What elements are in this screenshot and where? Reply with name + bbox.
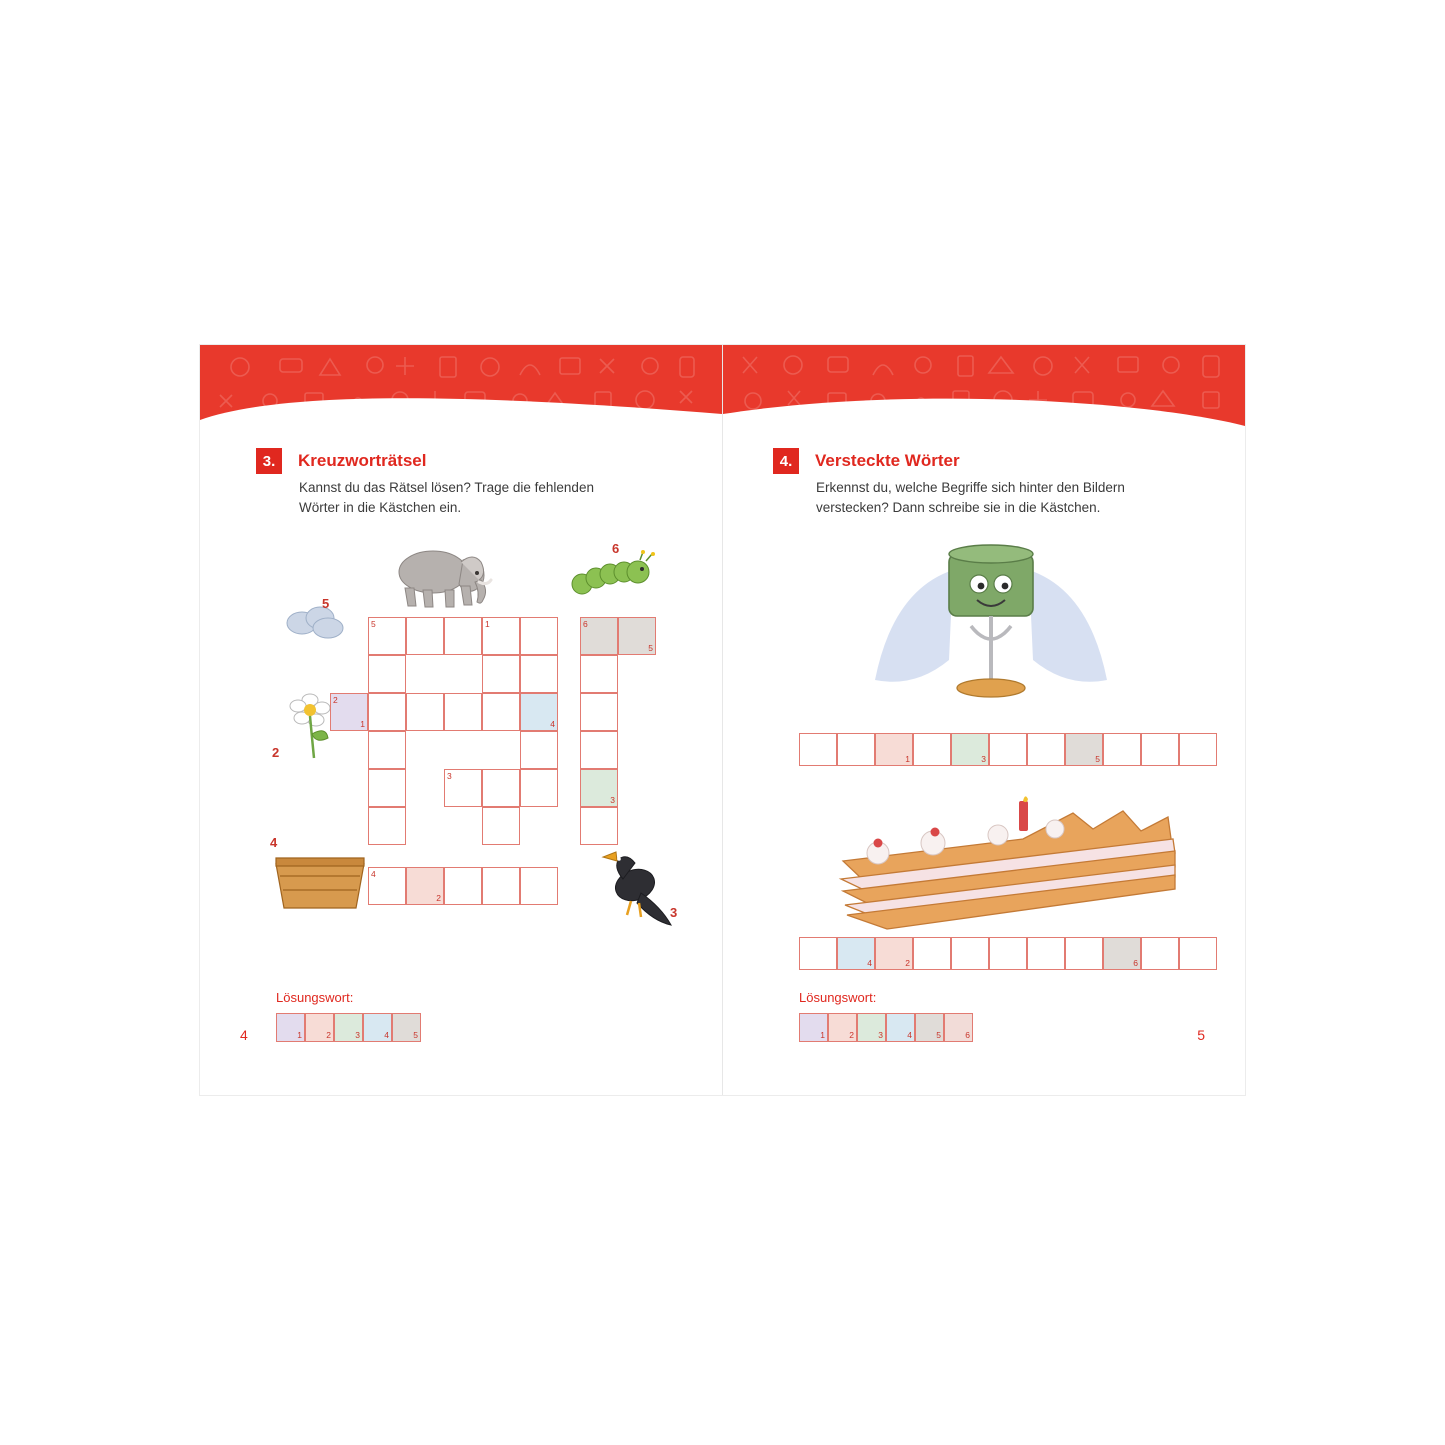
solution-cell-index: 5 bbox=[413, 1030, 418, 1040]
cell-index: 4 bbox=[867, 957, 872, 968]
crossword-cell-marked-4[interactable] bbox=[520, 693, 558, 731]
right-page bbox=[723, 345, 1245, 1095]
crossword-cell[interactable] bbox=[580, 655, 618, 693]
clue-number-6: 6 bbox=[612, 541, 620, 556]
word-cell[interactable] bbox=[951, 937, 989, 970]
word-cell[interactable] bbox=[1179, 937, 1217, 970]
task-title-left: Kreuzworträtsel bbox=[298, 451, 427, 470]
solution-cell[interactable] bbox=[799, 1013, 828, 1042]
crossword-cell[interactable] bbox=[580, 693, 618, 731]
crossword-cell[interactable] bbox=[482, 693, 520, 731]
crossword-cell[interactable] bbox=[580, 731, 618, 769]
clue-number-4: 4 bbox=[270, 835, 278, 850]
crossword-cell[interactable] bbox=[580, 617, 618, 655]
crossword-cell-marked-5[interactable] bbox=[618, 617, 656, 655]
crossword-cell-marked-1[interactable] bbox=[330, 693, 368, 731]
solution-cell-index: 4 bbox=[384, 1030, 389, 1040]
solution-cell-index: 5 bbox=[936, 1030, 941, 1040]
task-number-badge-left: 3. bbox=[256, 448, 282, 474]
elephant-illustration bbox=[375, 540, 495, 615]
solution-cell[interactable] bbox=[944, 1013, 973, 1042]
crossword-cell[interactable] bbox=[482, 617, 520, 655]
cell-index: 4 bbox=[371, 869, 376, 879]
solution-cell[interactable] bbox=[857, 1013, 886, 1042]
crossword-cell[interactable] bbox=[444, 617, 482, 655]
clue-number-2: 2 bbox=[272, 745, 280, 760]
crossword-cell[interactable] bbox=[406, 693, 444, 731]
word-cell[interactable] bbox=[799, 937, 837, 970]
crossword-cell[interactable] bbox=[482, 807, 520, 845]
solution-label-left: Lösungswort: bbox=[276, 990, 354, 1005]
cell-index: 3 bbox=[447, 771, 452, 781]
crossword-cell[interactable] bbox=[482, 655, 520, 693]
crossword-cell[interactable] bbox=[368, 693, 406, 731]
cell-index: 5 bbox=[1095, 753, 1100, 764]
task-description-right: Erkennst du, welche Begriffe sich hinter den Bildern verstecken? Dann schreibe sie in die Kästchen. bbox=[816, 480, 1125, 515]
solution-cell-index: 3 bbox=[878, 1030, 883, 1040]
solution-cell-index: 3 bbox=[355, 1030, 360, 1040]
solution-cell-index: 1 bbox=[820, 1030, 825, 1040]
solution-cell[interactable] bbox=[276, 1013, 305, 1042]
cell-index: 5 bbox=[371, 619, 376, 629]
band-wave-left bbox=[200, 394, 722, 427]
word-cell-marked-4[interactable] bbox=[837, 937, 875, 970]
header-band-right bbox=[723, 345, 1245, 427]
caterpillar-illustration bbox=[570, 550, 660, 610]
word-cell[interactable] bbox=[913, 733, 951, 766]
word-cell[interactable] bbox=[989, 733, 1027, 766]
crossword-cell[interactable] bbox=[580, 807, 618, 845]
clue-number-5: 5 bbox=[322, 596, 330, 611]
task-title-right: Versteckte Wörter bbox=[815, 451, 960, 470]
booklet-spread bbox=[200, 345, 1245, 1095]
cell-index: 6 bbox=[583, 619, 588, 629]
crossword-cell[interactable] bbox=[406, 617, 444, 655]
crossword-cell[interactable] bbox=[368, 769, 406, 807]
cell-index: 1 bbox=[360, 718, 365, 729]
cell-index: 5 bbox=[648, 642, 653, 653]
solution-cell-index: 2 bbox=[849, 1030, 854, 1040]
crossword-cell[interactable] bbox=[368, 867, 406, 905]
cell-index: 2 bbox=[436, 892, 441, 903]
cell-index: 1 bbox=[905, 753, 910, 764]
solution-cell[interactable] bbox=[392, 1013, 421, 1042]
solution-cell[interactable] bbox=[915, 1013, 944, 1042]
solution-row-right[interactable] bbox=[799, 1013, 973, 1042]
crossword-cell[interactable] bbox=[444, 769, 482, 807]
crossword-cell[interactable] bbox=[482, 769, 520, 807]
solution-cell[interactable] bbox=[305, 1013, 334, 1042]
crossword-cell[interactable] bbox=[520, 655, 558, 693]
word-cell[interactable] bbox=[1141, 733, 1179, 766]
cell-index: 2 bbox=[905, 957, 910, 968]
lamp-illustration bbox=[853, 540, 1123, 715]
crossword-cell-marked-3[interactable] bbox=[580, 769, 618, 807]
solution-cell[interactable] bbox=[886, 1013, 915, 1042]
solution-row-left[interactable] bbox=[276, 1013, 421, 1042]
page-number-left: 4 bbox=[240, 1027, 248, 1043]
solution-cell-index: 4 bbox=[907, 1030, 912, 1040]
word-cell-marked-1[interactable] bbox=[875, 733, 913, 766]
word-cell-marked-2[interactable] bbox=[875, 937, 913, 970]
solution-cell-index: 6 bbox=[965, 1030, 970, 1040]
clue-number-3: 3 bbox=[670, 905, 678, 920]
solution-cell[interactable] bbox=[334, 1013, 363, 1042]
crossword-cell[interactable] bbox=[520, 731, 558, 769]
solution-label-right: Lösungswort: bbox=[799, 990, 877, 1005]
cell-index: 6 bbox=[1133, 957, 1138, 968]
cell-index: 1 bbox=[485, 619, 490, 629]
word-cell[interactable] bbox=[913, 937, 951, 970]
cell-index: 3 bbox=[610, 794, 615, 805]
left-page bbox=[200, 345, 723, 1095]
cell-index: 3 bbox=[981, 753, 986, 764]
crossword-cell[interactable] bbox=[482, 867, 520, 905]
crossword-cell[interactable] bbox=[368, 731, 406, 769]
crossword-cell[interactable] bbox=[368, 617, 406, 655]
crossword-cell[interactable] bbox=[520, 769, 558, 807]
crossword-cell[interactable] bbox=[368, 655, 406, 693]
task-number-badge-right: 4. bbox=[773, 448, 799, 474]
bird-illustration bbox=[595, 845, 685, 940]
band-wave-right bbox=[723, 394, 1245, 427]
word-cell[interactable] bbox=[989, 937, 1027, 970]
cell-index: 4 bbox=[550, 718, 555, 729]
word-cell[interactable] bbox=[1027, 733, 1065, 766]
solution-cell[interactable] bbox=[363, 1013, 392, 1042]
crossword-cell[interactable] bbox=[444, 693, 482, 731]
word-cell[interactable] bbox=[1141, 937, 1179, 970]
page-number-right: 5 bbox=[1197, 1027, 1205, 1043]
crossword-cell[interactable] bbox=[520, 867, 558, 905]
word-cell[interactable] bbox=[1027, 937, 1065, 970]
crate-illustration bbox=[270, 850, 370, 917]
word-cell[interactable] bbox=[799, 733, 837, 766]
solution-cell-index: 1 bbox=[297, 1030, 302, 1040]
solution-cell-index: 2 bbox=[326, 1030, 331, 1040]
word-cell-marked-3[interactable] bbox=[951, 733, 989, 766]
solution-cell[interactable] bbox=[828, 1013, 857, 1042]
crossword-cell-marked-2[interactable] bbox=[406, 867, 444, 905]
word-cell[interactable] bbox=[1179, 733, 1217, 766]
word-cell-marked-5[interactable] bbox=[1065, 733, 1103, 766]
word-cell[interactable] bbox=[837, 733, 875, 766]
word-cell[interactable] bbox=[1103, 733, 1141, 766]
word-cell[interactable] bbox=[1065, 937, 1103, 970]
word-cell-marked-6[interactable] bbox=[1103, 937, 1141, 970]
cake-illustration bbox=[823, 795, 1183, 940]
cloud-illustration bbox=[282, 601, 348, 650]
crossword-cell[interactable] bbox=[368, 807, 406, 845]
cell-index: 2 bbox=[333, 695, 338, 705]
crossword-cell[interactable] bbox=[520, 617, 558, 655]
crossword-cell[interactable] bbox=[444, 867, 482, 905]
header-band-left bbox=[200, 345, 722, 427]
task-description-left: Kannst du das Rätsel lösen? Trage die fehlenden Wörter in die Kästchen ein. bbox=[299, 480, 594, 515]
